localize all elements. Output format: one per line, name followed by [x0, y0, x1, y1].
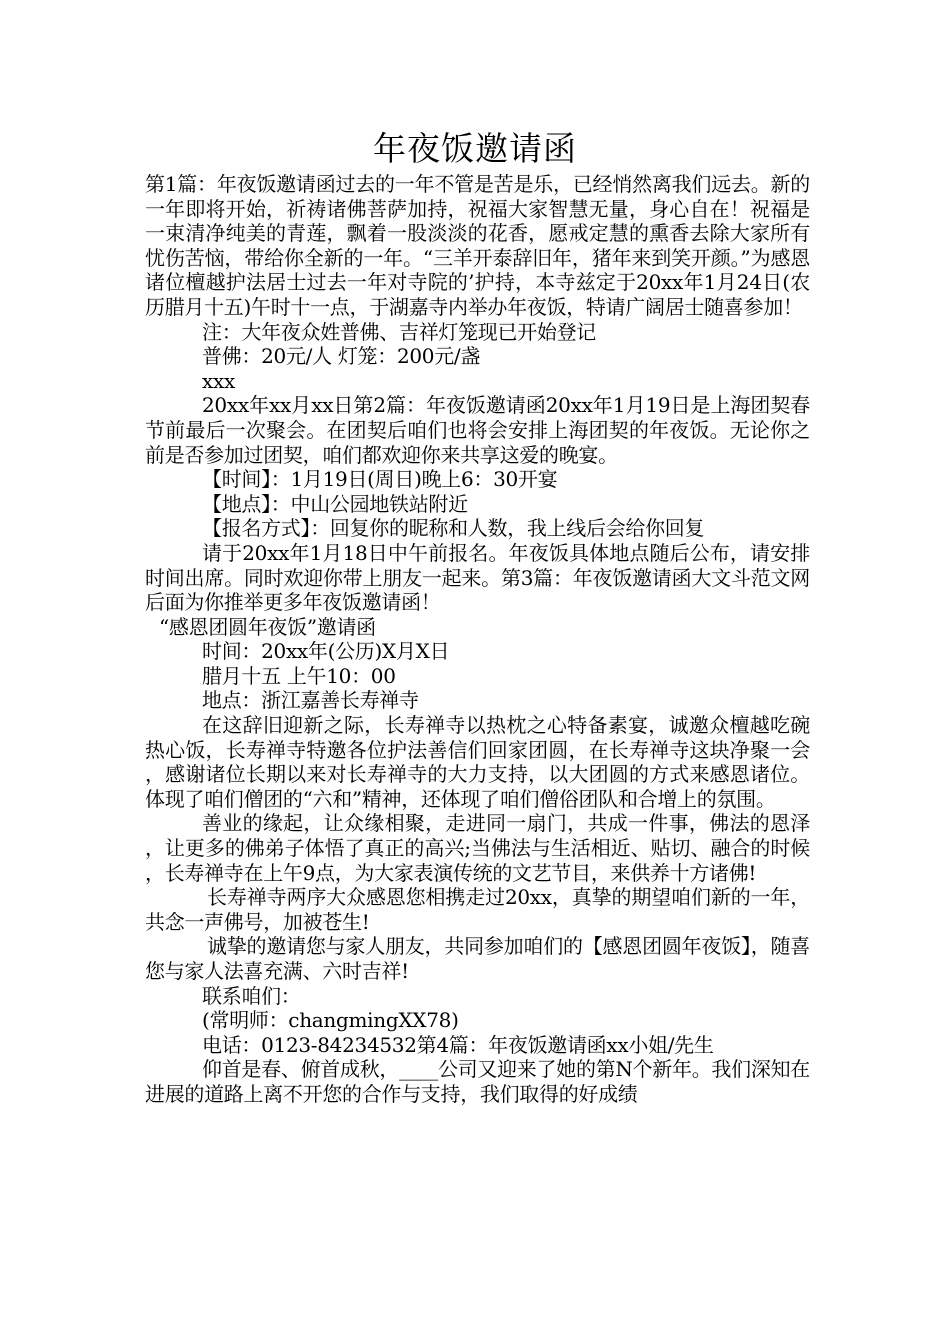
paragraph-deadline: 请于20xx年1月18日中午前报名。年夜饭具体地点随后公布，请安排时间出席。同时欢迎你带上朋友一起来。第3篇：年夜饭邀请函大文斗范文网后面为你推举更多年夜饭邀请函！ — [145, 540, 810, 615]
paragraph-contact-heading: 联系咱们： — [202, 983, 301, 1008]
paragraph-event-time: 腊月十五 上午10：00 — [202, 663, 396, 688]
paragraph-event-place: 地点：浙江嘉善长寿禅寺 — [202, 688, 419, 713]
paragraph-phone: 电话：0123-84234532第4篇：年夜饭邀请函xx小姐/先生 — [202, 1032, 714, 1057]
paragraph-welcome: 在这辞旧迎新之际，长寿禅寺以热枕之心特备素宴，诚邀众檀越吃碗热心饭，长寿禅寺特邀各位护法善信们回家团圆，在长寿禅寺这块净聚一会，感谢诸位长期以来对长寿禅寺的大力支持，以大团圆的方式来感恩诸位。体现了咱们僧团的“六和”精神，还体现了咱们僧俗团队和合增上的氛围。 — [145, 713, 810, 811]
paragraph-prices: 普佛：20元/人 灯笼：200元/盏 — [202, 344, 481, 369]
paragraph-part1-intro: 第1篇：年夜饭邀请函过去的一年不管是苦是乐，已经悄然离我们远去。新的一年即将开始，祈祷诸佛菩萨加持，祝福大家智慧无量，身心自在！祝福是一束清净纯美的青莲，飘着一股淡淡的花香，愿戒定慧的熏香去除大家所有忧伤苦恼，带给你全新的一年。“三羊开泰辞旧年，猪年来到笑开颜。”为感恩诸位檀越护法居士过去一年对寺院的’护持，本寺兹定于20xx年1月24日(农历腊月十五)午时十一点，于湖嘉寺内举办年夜饭，特请广阔居士随喜参加！ — [145, 172, 810, 319]
paragraph-note: 注：大年夜众姓普佛、吉祥灯笼现已开始登记 — [202, 319, 596, 344]
paragraph-karma: 善业的缘起，让众缘相聚，走进同一扇门，共成一件事，佛法的恩泽，让更多的佛弟子体悟了真正的高兴;当佛法与生活相近、贴切、融合的时候，长寿禅寺在上午9点，为大家表演传统的文艺节目，来供养十方诸佛! — [145, 811, 810, 885]
paragraph-part2-intro: 20xx年xx月xx日第2篇：年夜饭邀请函20xx年1月19日是上海团契春节前最后一次聚会。在团契后咱们也将会安排上海团契的年夜饭。无论你之前是否参加过团契，咱们都欢迎你来共享这爱的晚宴。 — [145, 393, 810, 467]
paragraph-time: 【时间】：1月19日(周日)晚上6：30开宴 — [202, 467, 558, 492]
paragraph-contact-person: (常明师：changmingXX78) — [202, 1008, 459, 1033]
paragraph-signature: xxx — [202, 368, 235, 393]
paragraph-location: 【地点】：中山公园地铁站附近 — [202, 491, 468, 516]
paragraph-signup: 【报名方式】：回复你的昵称和人数，我上线后会给你回复 — [202, 516, 705, 541]
document-title: 年夜饭邀请函 — [373, 129, 577, 168]
paragraph-thanks: 长寿禅寺两序大众感恩您相携走过20xx，真挚的期望咱们新的一年，共念一声佛号，加被苍生! — [145, 885, 810, 934]
paragraph-event-date: 时间：20xx年(公历)X月X日 — [202, 639, 450, 664]
paragraph-invitation-heading: “感恩团圆年夜饭”邀请函 — [159, 614, 376, 639]
paragraph-sincere-invite: 诚挚的邀请您与家人朋友，共同参加咱们的【感恩团圆年夜饭】，随喜您与家人法喜充满、六时吉祥! — [145, 934, 810, 983]
paragraph-part4-intro: 仰首是春、俯首成秋，____公司又迎来了她的第N个新年。我们深知在进展的道路上离不开您的合作与支持，我们取得的好成绩 — [145, 1057, 810, 1106]
document-body — [145, 172, 810, 1107]
